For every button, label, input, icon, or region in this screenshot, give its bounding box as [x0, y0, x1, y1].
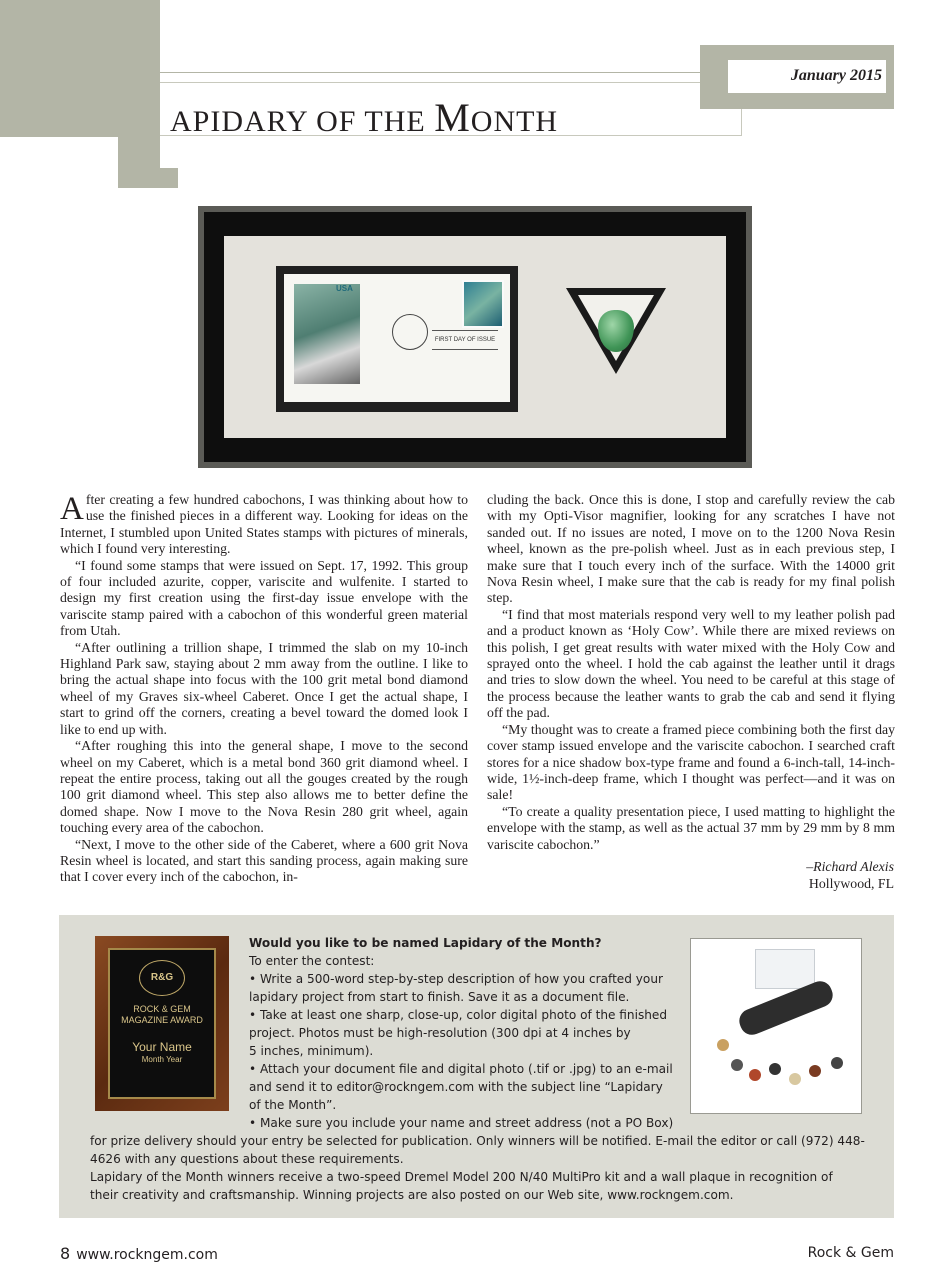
- paragraph: “To create a quality presentation piece, I used matting to highlight the envelope with the stamp, as well as the actual 37 mm by 29 mm by 8 mm variscite cabochon.”: [487, 803, 895, 852]
- white-mat: [224, 236, 726, 438]
- dremel-kit-photo: [690, 938, 862, 1114]
- footer-website: www.rockngem.com: [76, 1247, 218, 1263]
- accessory-case: [755, 949, 815, 989]
- first-day-cancel: FIRST DAY OF ISSUE: [432, 330, 498, 350]
- accessory-disc: [749, 1069, 761, 1081]
- paragraph: “Next, I move to the other side of the Caberet, where a 600 grit Nova Resin wheel is located, and start this sanding process, again making sure that I cover every inch of the cabochon, in-: [60, 836, 468, 885]
- page-number: 8: [60, 1244, 71, 1263]
- title-initial-foot: [118, 168, 178, 188]
- plaque-award-text: [110, 1004, 214, 1026]
- title-m: M: [434, 95, 471, 140]
- contest-line: • Take at least one sharp, close-up, color digital photo of the finished: [249, 1008, 668, 1022]
- contest-line: for prize delivery should your entry be selected for publication. Only winners will be notified. E-mail the editor or call (972) 448-: [90, 1134, 865, 1148]
- framed-piece-photo: [198, 206, 752, 468]
- contest-line: Lapidary of the Month winners receive a two-speed Dremel Model 200 N/40 MultiPro kit and a wall plaque in recognition of: [90, 1170, 833, 1184]
- envelope-window: [276, 266, 518, 412]
- contest-line: • Write a 500-word step-by-step description of how you crafted your: [249, 972, 663, 986]
- contest-line: 4626 with any questions about these requirements.: [90, 1152, 404, 1166]
- accessory-disc: [831, 1057, 843, 1069]
- rock-gem-logo: R&G: [139, 960, 185, 996]
- contest-line: project. Photos must be high-resolution (300 dpi at 4 inches by: [249, 1026, 631, 1040]
- accessory-disc: [717, 1039, 729, 1051]
- paragraph: cluding the back. Once this is done, I stop and carefully review the cab with my Opti-Visor magnifier, looking for any scratches I have not sanded out. If no issues are noted, I move on to the 1200 Nova Resin wheel, known as the pre-polish wheel. Just as in each previous step, I make sure that I touch every inch of the surface. With the 14000 grit Nova Resin wheel, I make sure that the cab is ready for my final polish step.: [487, 492, 895, 606]
- accessory-disc: [731, 1059, 743, 1071]
- title-part-1: APIDARY OF THE: [170, 105, 435, 138]
- paragraph-text: fter creating a few hundred cabochons, I was thinking about how to use the finished pieces in a different way. Looking for ideas on the Internet, I stumbled upon United States stamps with pictures of minerals, which I found very interesting.: [60, 492, 468, 557]
- header-rule: [160, 72, 700, 73]
- envelope-artwork: [294, 284, 360, 384]
- signature: [700, 858, 894, 892]
- article-column-right: [487, 492, 895, 853]
- envelope-usa-label: USA: [336, 284, 353, 293]
- plaque-date: Month Year: [141, 1055, 183, 1064]
- contest-box: [59, 915, 894, 1218]
- variscite-stamp: [462, 280, 504, 328]
- paragraph: “I find that most materials respond very well to my leather polish pad and a product known as ‘Holy Cow’. While there are mixed reviews on this polish, I get great results with water mixed with the Holy Cow and sprayed onto the wheel. I hold the cab against the leather until it drags and tries to slow down the wheel. You need to be careful at this stage of the process because the leather wants to grab the cab and send it flying off the pad.: [487, 606, 895, 721]
- accessory-disc: [769, 1063, 781, 1075]
- contest-line: • Attach your document file and digital photo (.tif or .jpg) to an e-mail: [249, 1062, 673, 1076]
- contest-line: of the Month”.: [249, 1098, 337, 1112]
- issue-date: January 2015: [790, 67, 882, 84]
- contest-line: lapidary project from start to finish. Save it as a document file.: [249, 990, 630, 1004]
- award-plaque: [95, 936, 229, 1111]
- contest-heading: Would you like to be named Lapidary of the Month?: [249, 936, 602, 950]
- page-title: [170, 94, 558, 141]
- postmark: [392, 314, 428, 350]
- paragraph: [60, 492, 468, 558]
- page-footer-left: [60, 1244, 218, 1263]
- paragraph: “My thought was to create a framed piece combining both the first day cover stamp issued envelope and the variscite cabochon. I searched craft stores for a nice shadow box-type frame and found a 6-inch-tall, 14-inch-wide, 1½-inch-deep frame, which I thought was perfect—and it was on sale!: [487, 721, 895, 803]
- first-day-envelope: [284, 274, 510, 402]
- article-column-left: [60, 492, 468, 886]
- plaque-award-line-2: MAGAZINE AWARD: [121, 1015, 203, 1025]
- accessory-disc: [809, 1065, 821, 1077]
- paragraph: “After roughing this into the general shape, I move to the second wheel on my Caberet, which is a metal bond 360 grit diamond wheel. I repeat the entire process, taking out all the gouges created by the rough 100 grit diamond wheel. This step also allows me to better define the domed shape. Now I move to the Nova Resin 280 grit wheel, again touching every area of the cabochon.: [60, 738, 468, 836]
- contest-line: • Make sure you include your name and street address (not a PO Box): [249, 1116, 674, 1130]
- contest-line: 5 inches, minimum).: [249, 1044, 374, 1058]
- footer-magazine-name: Rock & Gem: [807, 1245, 894, 1261]
- contest-line: their creativity and craftsmanship. Winning projects are also posted on our Web site, www.rockngem.com.: [90, 1188, 734, 1202]
- accessory-disc: [789, 1073, 801, 1085]
- author-location: Hollywood, FL: [808, 876, 894, 891]
- black-frame: [204, 212, 746, 462]
- plaque-name: Your Name: [132, 1040, 192, 1054]
- drop-cap: A: [60, 491, 84, 527]
- paragraph: “I found some stamps that were issued on Sept. 17, 1992. This group of four included azurite, copper, variscite and wulfenite. I started to design my first creation using the first-day issue envelope with the variscite stamp paired with a cabochon of this wonderful green material from Utah.: [60, 557, 468, 639]
- title-part-2: ONTH: [470, 105, 559, 138]
- plaque-award-line-1: ROCK & GEM: [133, 1004, 191, 1014]
- author-name: –Richard Alexis: [806, 859, 894, 874]
- contest-line: and send it to editor@rockngem.com with the subject line “Lapidary: [249, 1080, 663, 1094]
- contest-line: To enter the contest:: [249, 954, 375, 968]
- plaque-face: [108, 948, 216, 1099]
- paragraph: “After outlining a trillion shape, I trimmed the slab on my 10-inch Highland Park saw, staying about 2 mm away from the outline. I like to bring the actual shape into focus with the 100 grit metal bond diamond wheel of my Graves six-wheel Caberet. Once I get the actual shape, I start to grind off the corners, creating a bevel toward the domed look I like to end up with.: [60, 639, 468, 737]
